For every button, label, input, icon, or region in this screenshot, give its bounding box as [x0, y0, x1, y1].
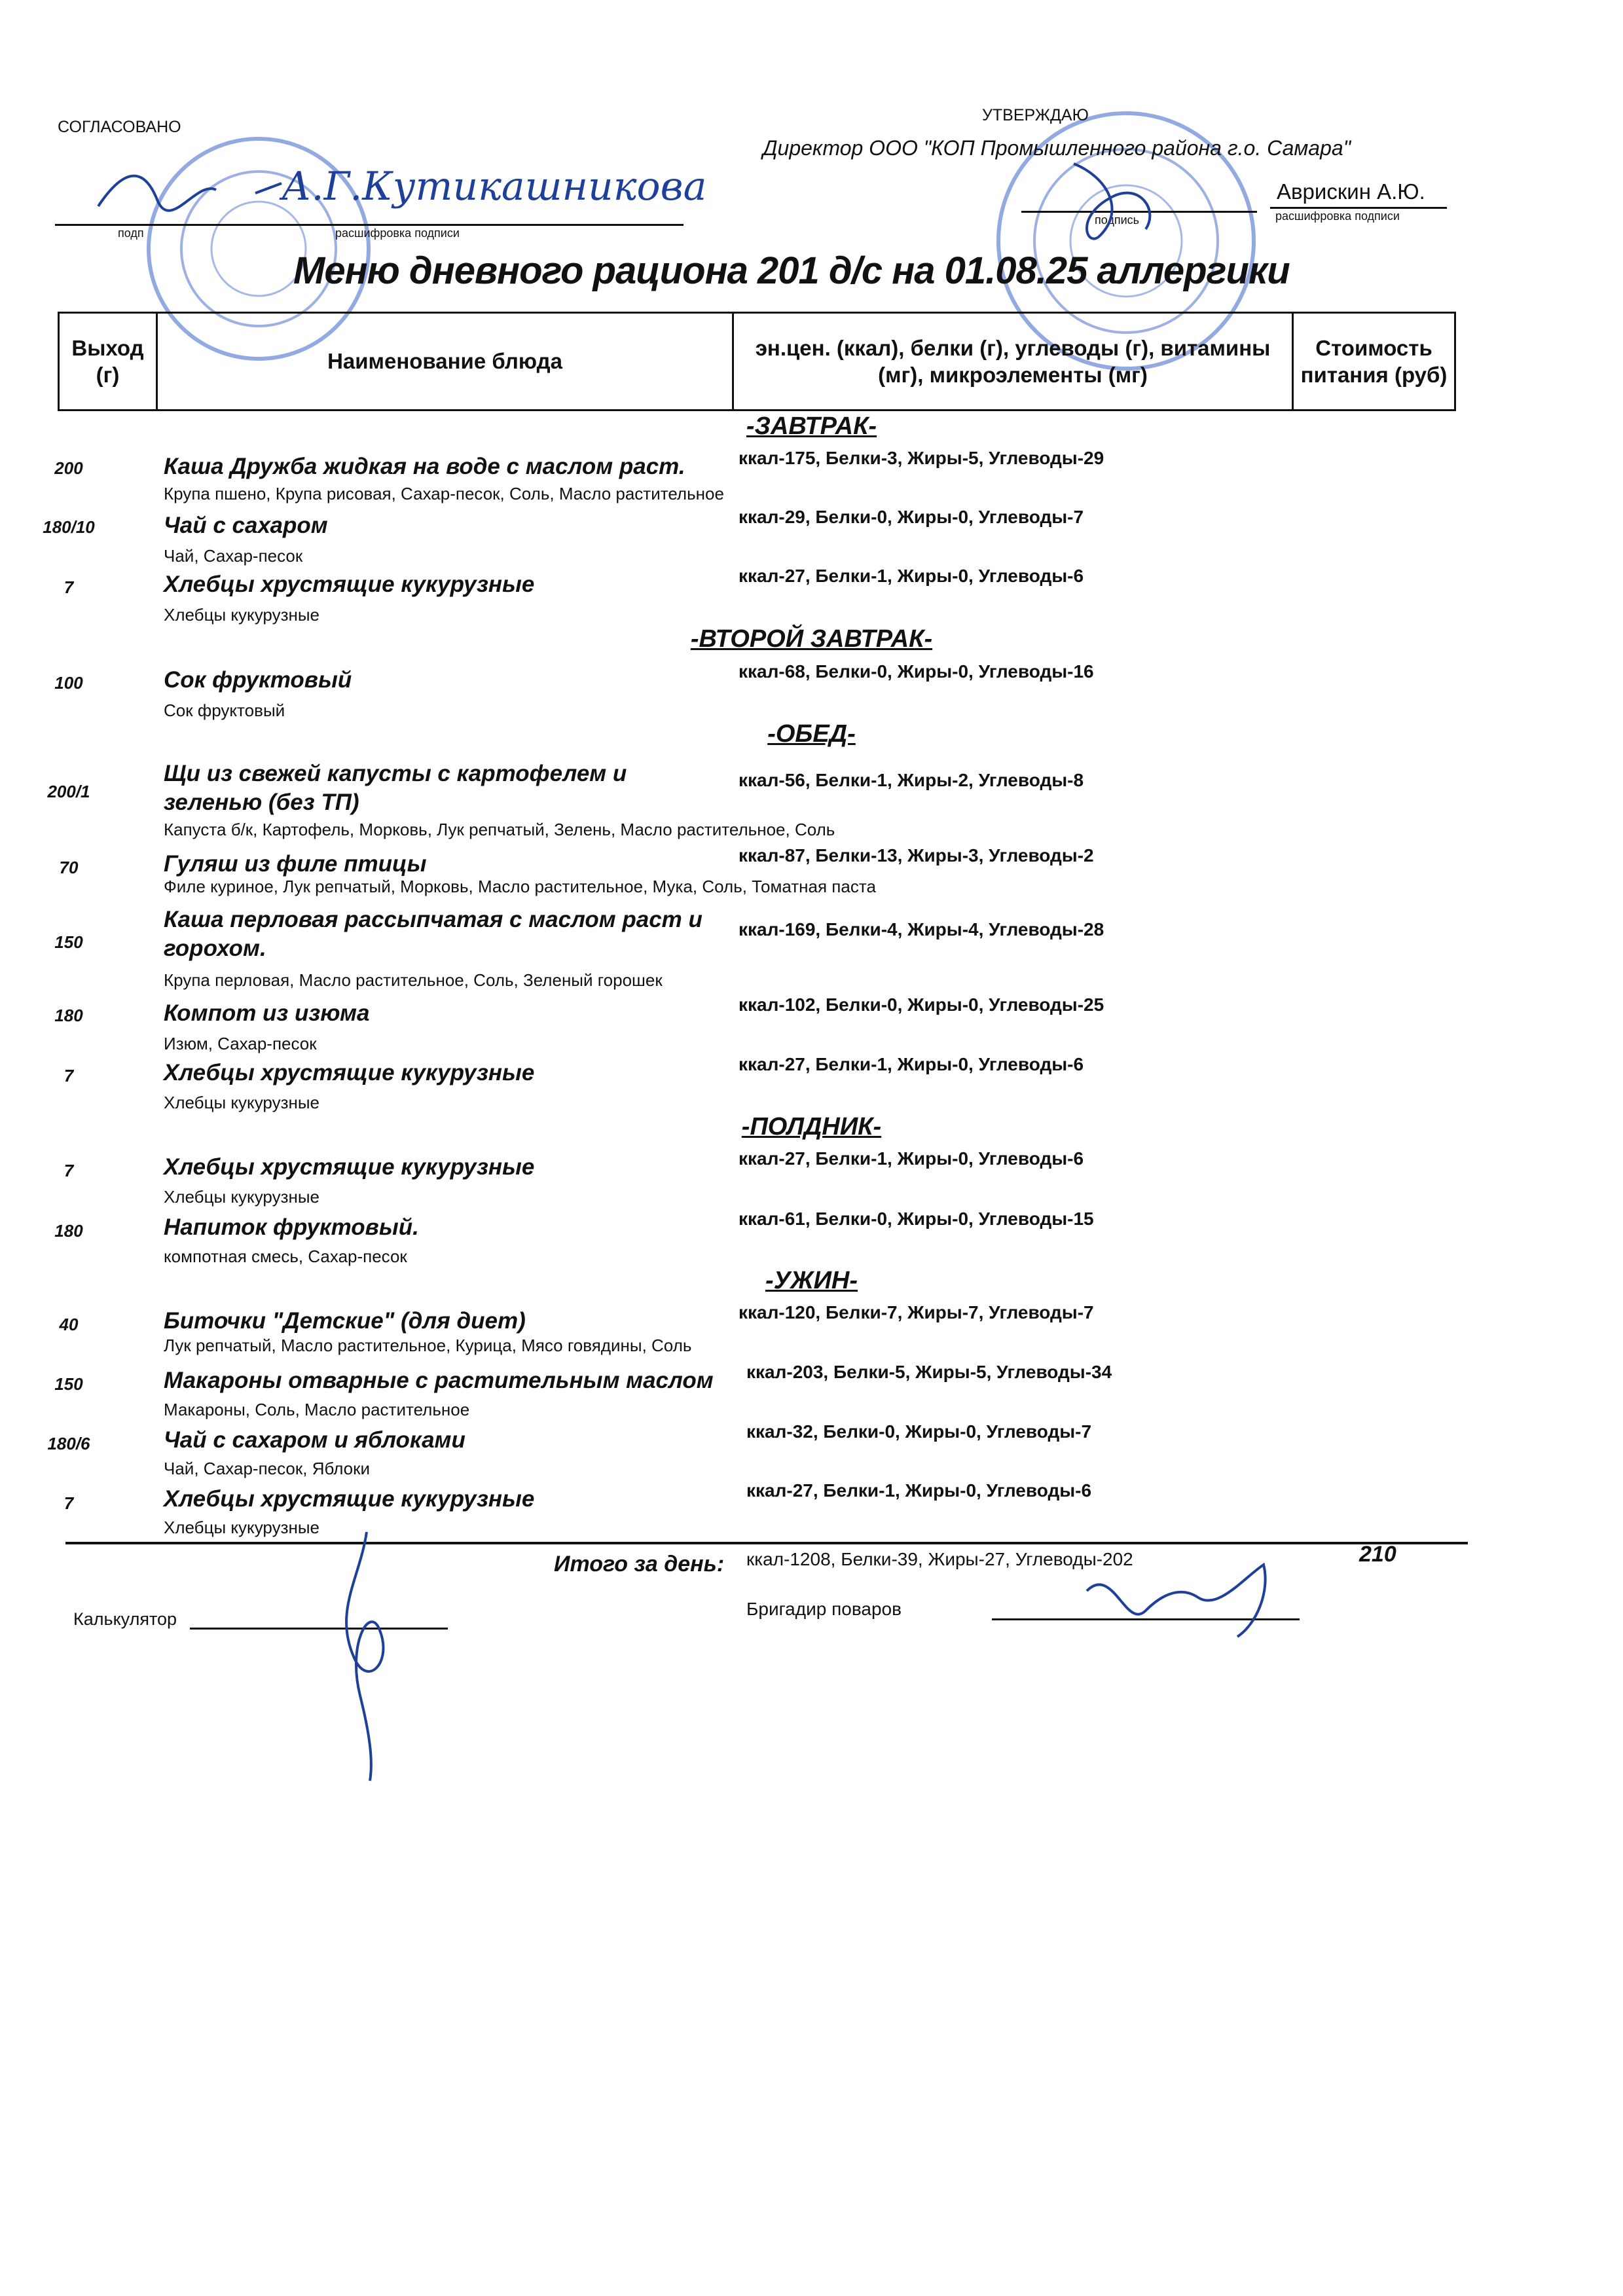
item-qty: 150: [54, 1374, 83, 1394]
item-name: Компот из изюма: [164, 1000, 370, 1026]
item-nutrition: ккал-169, Белки-4, Жиры-4, Углеводы-28: [739, 919, 1104, 939]
item-name: Сок фруктовый: [164, 667, 352, 693]
item-nutrition: ккал-68, Белки-0, Жиры-0, Углеводы-16: [739, 661, 1094, 682]
item-nutrition: ккал-27, Белки-1, Жиры-0, Углеводы-6: [739, 566, 1084, 586]
section-title-dinner: -УЖИН-: [765, 1267, 858, 1294]
item-ingredients: Чай, Сахар-песок, Яблоки: [164, 1459, 371, 1478]
footer-calculator: Калькулятор: [73, 1609, 177, 1629]
item-ingredients: Сок фруктовый: [164, 701, 285, 720]
item-qty: 200: [54, 458, 83, 478]
item-name: Макароны отварные с растительным маслом: [164, 1368, 714, 1393]
item-qty: 7: [64, 1161, 74, 1180]
signature-chef: [1074, 1552, 1309, 1643]
approval-right-position: Директор ООО "КОП Промышленного района г.о. Самара": [763, 136, 1351, 160]
item-qty: 180: [54, 1006, 83, 1025]
total-label: Итого за день:: [554, 1552, 725, 1576]
section-title-breakfast: -ЗАВТРАК-: [746, 412, 877, 440]
item-qty: 200/1: [47, 782, 90, 801]
header-nutrition: эн.цен. (ккал), белки (г), углеводы (г), витамины (мг), микроэлементы (мг): [733, 313, 1293, 410]
approval-right-label: УТВЕРЖДАЮ: [982, 106, 1089, 124]
item-nutrition: ккал-203, Белки-5, Жиры-5, Углеводы-34: [746, 1362, 1112, 1382]
item-qty: 180/10: [43, 517, 95, 537]
item-name: Хлебцы хрустящие кукурузные: [164, 1486, 535, 1512]
item-ingredients: Крупа пшено, Крупа рисовая, Сахар-песок, Соль, Масло растительное: [164, 484, 724, 503]
approval-right-line-name: [1270, 207, 1447, 209]
item-qty: 7: [64, 577, 74, 597]
signature-right: [1048, 151, 1178, 249]
menu-table-header: [58, 312, 1456, 411]
item-qty: 7: [64, 1493, 74, 1513]
section-title-lunch: -ОБЕД-: [767, 720, 856, 748]
item-name: Щи из свежей капусты с картофелем и зеленью (без ТП): [164, 761, 627, 815]
header-name: Наименование блюда: [157, 313, 733, 410]
item-qty: 40: [59, 1315, 79, 1334]
item-name: Чай с сахаром: [164, 513, 328, 538]
item-name: Хлебцы хрустящие кукурузные: [164, 1154, 535, 1180]
item-nutrition: ккал-27, Белки-1, Жиры-0, Углеводы-6: [739, 1054, 1084, 1074]
item-ingredients: Хлебцы кукурузные: [164, 605, 320, 625]
item-ingredients: Макароны, Соль, Масло растительное: [164, 1400, 470, 1419]
item-qty: 180: [54, 1221, 83, 1241]
item-qty: 150: [54, 932, 83, 952]
item-qty: 70: [59, 858, 79, 877]
item-nutrition: ккал-61, Белки-0, Жиры-0, Углеводы-15: [739, 1209, 1094, 1229]
approval-left-signature-text: А.Г.Кутикашникова: [282, 164, 707, 210]
approval-left-caption-name: расшифровка подписи: [335, 227, 460, 240]
item-ingredients: Филе куриное, Лук репчатый, Морковь, Масло растительное, Мука, Соль, Томатная паста: [164, 877, 876, 896]
item-qty: 7: [64, 1066, 74, 1085]
item-name: Каша Дружба жидкая на воде с маслом раст.: [164, 454, 685, 479]
header-qty: Выход (г): [59, 313, 157, 410]
item-nutrition: ккал-27, Белки-1, Жиры-0, Углеводы-6: [746, 1480, 1092, 1501]
item-ingredients: Лук репчатый, Масло растительное, Курица, Мясо говядины, Соль: [164, 1336, 692, 1355]
item-nutrition: ккал-120, Белки-7, Жиры-7, Углеводы-7: [739, 1302, 1094, 1322]
page-title: Меню дневного рациона 201 д/с на 01.08.25 аллергики: [293, 249, 1290, 292]
approval-right-caption-sign: подпись: [1095, 213, 1140, 227]
item-nutrition: ккал-56, Белки-1, Жиры-2, Углеводы-8: [739, 770, 1084, 790]
item-ingredients: Хлебцы кукурузные: [164, 1518, 320, 1537]
item-ingredients: Чай, Сахар-песок: [164, 546, 303, 566]
section-title-snack: -ПОЛДНИК-: [741, 1113, 882, 1140]
item-ingredients: Хлебцы кукурузные: [164, 1093, 320, 1112]
approval-left-caption-sign: подп: [118, 227, 144, 240]
item-nutrition: ккал-27, Белки-1, Жиры-0, Углеводы-6: [739, 1148, 1084, 1169]
signature-calculator: [308, 1525, 439, 1787]
item-nutrition: ккал-29, Белки-0, Жиры-0, Углеводы-7: [739, 507, 1084, 527]
item-name: Хлебцы хрустящие кукурузные: [164, 572, 535, 597]
total-nutrition: ккал-1208, Белки-39, Жиры-27, Углеводы-202: [746, 1549, 1133, 1569]
item-name: Напиток фруктовый.: [164, 1214, 419, 1240]
approval-right-caption-name: расшифровка подписи: [1275, 210, 1400, 223]
item-ingredients: Капуста б/к, Картофель, Морковь, Лук репчатый, Зелень, Масло растительное, Соль: [164, 820, 835, 839]
item-ingredients: Хлебцы кукурузные: [164, 1187, 320, 1207]
item-ingredients: компотная смесь, Сахар-песок: [164, 1247, 407, 1266]
header-cost: Стоимость питания (руб): [1293, 313, 1455, 410]
total-cost: 210: [1359, 1542, 1396, 1567]
item-name: Биточки "Детские" (для диет): [164, 1308, 526, 1334]
item-ingredients: Изюм, Сахар-песок: [164, 1034, 317, 1053]
item-nutrition: ккал-32, Белки-0, Жиры-0, Углеводы-7: [746, 1421, 1092, 1442]
approval-right-name: Аврискин А.Ю.: [1277, 179, 1425, 204]
item-name: Гуляш из филе птицы: [164, 851, 427, 877]
item-nutrition: ккал-87, Белки-13, Жиры-3, Углеводы-2: [739, 845, 1094, 866]
section-title-second-breakfast: -ВТОРОЙ ЗАВТРАК-: [690, 625, 933, 653]
item-qty: 100: [54, 673, 83, 693]
item-nutrition: ккал-102, Белки-0, Жиры-0, Углеводы-25: [739, 994, 1104, 1015]
item-name: Чай с сахаром и яблоками: [164, 1427, 465, 1453]
item-name: Хлебцы хрустящие кукурузные: [164, 1060, 535, 1085]
total-divider: [65, 1542, 1468, 1544]
item-ingredients: Крупа перловая, Масло растительное, Соль, Зеленый горошек: [164, 970, 663, 990]
item-qty: 180/6: [47, 1434, 90, 1453]
item-name: Каша перловая рассыпчатая с маслом раст и горохом.: [164, 907, 702, 961]
approval-left-label: СОГЛАСОВАНО: [58, 118, 181, 136]
footer-chef: Бригадир поваров: [746, 1599, 902, 1619]
item-nutrition: ккал-175, Белки-3, Жиры-5, Углеводы-29: [739, 448, 1104, 468]
